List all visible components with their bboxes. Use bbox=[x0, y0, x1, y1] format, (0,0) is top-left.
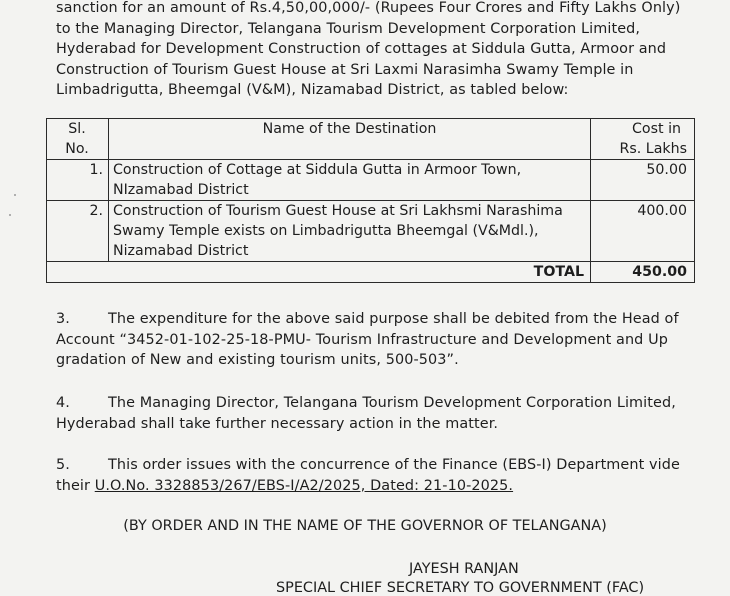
signatory-name: JAYESH RANJAN bbox=[409, 561, 519, 577]
total-label: TOTAL bbox=[47, 262, 591, 283]
header-cost: Cost in Rs. Lakhs bbox=[591, 119, 695, 160]
intro-line: to the Managing Director, Telangana Tourism Development Corporation Limited, bbox=[56, 20, 641, 37]
uo-reference: U.O.No. 3328853/267/EBS-I/A2/2025, Dated: 21-10-2025. bbox=[94, 477, 514, 494]
scan-speck bbox=[14, 194, 16, 196]
intro-line: Construction of Tourism Guest House at Sri Laxmi Narasimha Swamy Temple in bbox=[56, 61, 634, 78]
paragraph-4 bbox=[56, 393, 696, 434]
scan-speck bbox=[9, 214, 11, 216]
order-line: (BY ORDER AND IN THE NAME OF THE GOVERNOR OF TELANGANA) bbox=[123, 518, 607, 534]
row-destination-name: Construction of Tourism Guest House at Sri Lakhsmi Narashima Swamy Temple exists on Limbadrigutta Bheemgal (V&Mdl.), Nizamabad District bbox=[109, 201, 591, 262]
para-text: Account “3452-01-102-25-18-PMU- Tourism Infrastructure and Development and Up bbox=[56, 331, 668, 348]
para-text: The expenditure for the above said purpose shall be debited from the Head of bbox=[108, 311, 679, 327]
table-header-row bbox=[47, 119, 695, 160]
para-number: 3. bbox=[56, 311, 70, 327]
table-row bbox=[47, 201, 695, 262]
signatory-title: SPECIAL CHIEF SECRETARY TO GOVERNMENT (FAC) bbox=[276, 580, 645, 596]
para-text: their bbox=[56, 477, 91, 494]
row-cost: 50.00 bbox=[591, 160, 695, 201]
para-number: 4. bbox=[56, 395, 70, 411]
intro-line: Limbadrigutta, Bheemgal (V&M), Nizamabad District, as tabled below: bbox=[56, 82, 569, 98]
row-cost: 400.00 bbox=[591, 201, 695, 262]
total-value: 450.00 bbox=[591, 262, 695, 283]
row-sl: 1. bbox=[47, 160, 109, 201]
table-row bbox=[47, 160, 695, 201]
row-destination-name: Construction of Cottage at Siddula Gutta in Armoor Town, NIzamabad District bbox=[109, 160, 591, 201]
header-sl-no: Sl. No. bbox=[47, 119, 109, 160]
para-text: This order issues with the concurrence of the Finance (EBS-I) Department vide bbox=[108, 457, 680, 473]
intro-paragraph bbox=[56, 0, 696, 101]
para-text: Hyderabad shall take further necessary action in the matter. bbox=[56, 415, 499, 432]
header-destination-name: Name of the Destination bbox=[109, 119, 591, 160]
para-text: The Managing Director, Telangana Tourism Development Corporation Limited, bbox=[108, 395, 676, 411]
para-number: 5. bbox=[56, 457, 70, 473]
destination-table bbox=[46, 118, 695, 283]
intro-line: Hyderabad for Development Construction of cottages at Siddula Gutta, Armoor and bbox=[56, 41, 667, 57]
table-total-row bbox=[47, 262, 695, 283]
paragraph-5 bbox=[56, 455, 696, 496]
intro-line: sanction for an amount of Rs.4,50,00,000/- (Rupees Four Crores and Fifty Lakhs Only) bbox=[56, 0, 681, 16]
row-sl: 2. bbox=[47, 201, 109, 262]
para-text: gradation of New and existing tourism units, 500-503”. bbox=[56, 352, 459, 368]
paragraph-3 bbox=[56, 309, 696, 371]
